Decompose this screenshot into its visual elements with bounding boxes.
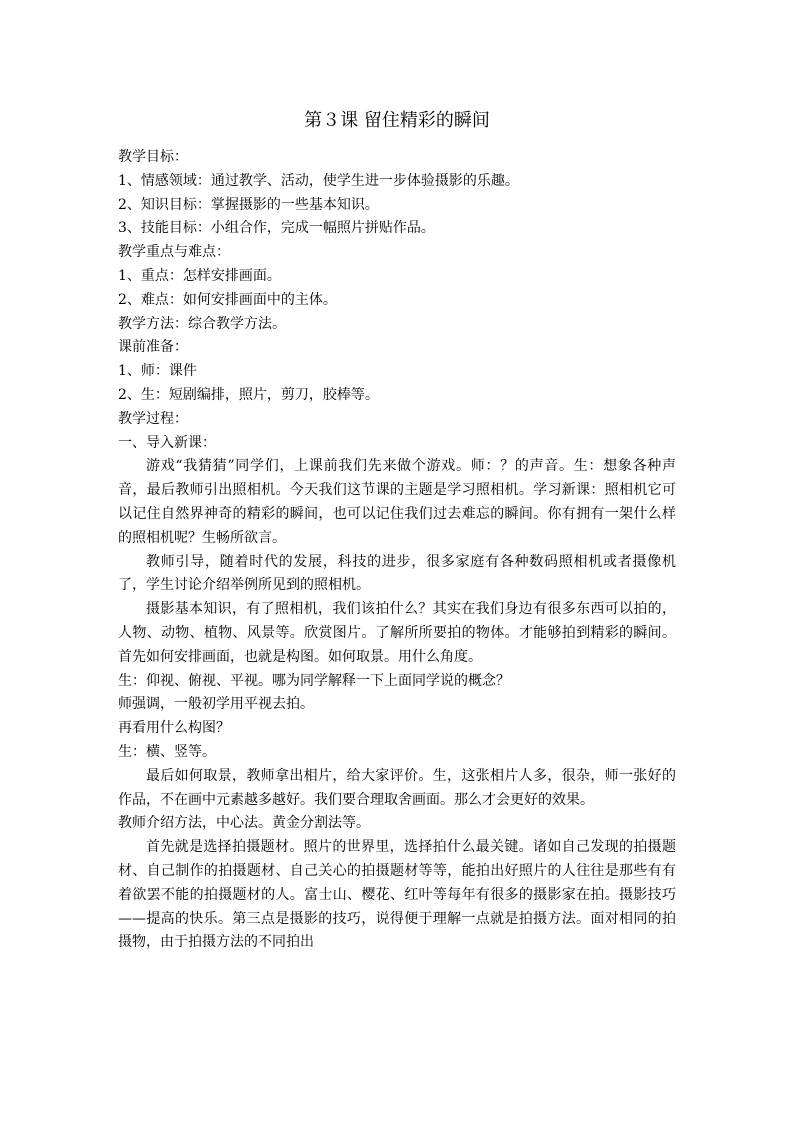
teaching-method-line: 教学方法：综合教学方法。 [118, 315, 286, 332]
objective-item: 3、技能目标：小组合作，完成一幅照片拼贴作品。 [118, 220, 435, 237]
objective-item: 2、知识目标：掌握摄影的一些基本知识。 [118, 196, 379, 213]
section-heading-objectives: 教学目标： [118, 149, 188, 165]
subsection-heading-intro: 一、导入新课： [118, 434, 216, 451]
dialogue-line: 教师介绍方法，中心法。黄金分割法等。 [118, 815, 370, 832]
dialogue-line: 生：横、竖等。 [118, 743, 216, 760]
preparation-item: 2、生：短剧编排，照片，剪刀，胶棒等。 [118, 386, 379, 403]
objective-item: 1、情感领域：通过教学、活动，使学生进一步体验摄影的乐趣。 [118, 172, 519, 189]
page-title: 第３课 留住精彩的瞬间 [304, 110, 490, 131]
section-heading-process: 教学过程： [118, 410, 188, 427]
key-point-item: 1、重点：怎样安排画面。 [118, 267, 281, 284]
paragraph-framing: 最后如何取景，教师拿出相片，给大家评价。生，这张相片人多，很杂，师一张好的作品，不在画中元素越多越好。我们要合理取舍画面。那么才会更好的效果。 [118, 767, 676, 808]
paragraph-basics: 摄影基本知识，有了照相机，我们该拍什么？其实在我们身边有很多东西可以拍的，人物、动物、植物、风景等。欣赏图片。了解所所要拍的物体。才能够拍到精彩的瞬间。首先如何安排画面，也就是构图。如何取景。用什么角度。 [118, 601, 676, 665]
paragraph-teacher-guide: 教师引导，随着时代的发展，科技的进步，很多家庭有各种数码照相机或者摄像机了，学生讨论介绍举例所见到的照相机。 [118, 553, 676, 594]
section-heading-preparation: 课前准备： [118, 339, 188, 356]
paragraph-game: 游戏“我猜猜”同学们，上课前我们先来做个游戏。师：？的声音。生：想象各种声音，最后教师引出照相机。今天我们这节课的主题是学习照相机。学习新课：照相机它可以记住自然界神奇的精彩的瞬间，也可以记住我们过去难忘的瞬间。你有拥有一架什么样的照相机呢？生畅所欲言。 [118, 458, 676, 546]
dialogue-line: 师强调，一般初学用平视去拍。 [118, 696, 314, 713]
dialogue-line: 生：仰视、俯视、平视。哪为同学解释一下上面同学说的概念？ [118, 672, 510, 689]
document-body [118, 146, 676, 955]
preparation-item: 1、师：课件 [118, 363, 197, 380]
key-point-item: 2、难点：如何安排画面中的主体。 [118, 291, 337, 308]
paragraph-subject-choice: 首先就是选择拍摄题材。照片的世界里，选择拍什么最关键。诸如自己发现的拍摄题材、自己制作的拍摄题材、自己关心的拍摄题材等等，能拍出好照片的人往往是那些有有着欲罢不能的拍摄题材的人。富士山、樱花、红叶等每年有很多的摄影家在拍。摄影技巧——提高的快乐。第三点是摄影的技巧，说得便于理解一点就是拍摄方法。面对相同的拍摄物，由于拍摄方法的不同拍出 [118, 839, 676, 951]
section-heading-key-points: 教学重点与难点： [118, 244, 230, 261]
dialogue-line: 再看用什么构图？ [118, 720, 230, 737]
